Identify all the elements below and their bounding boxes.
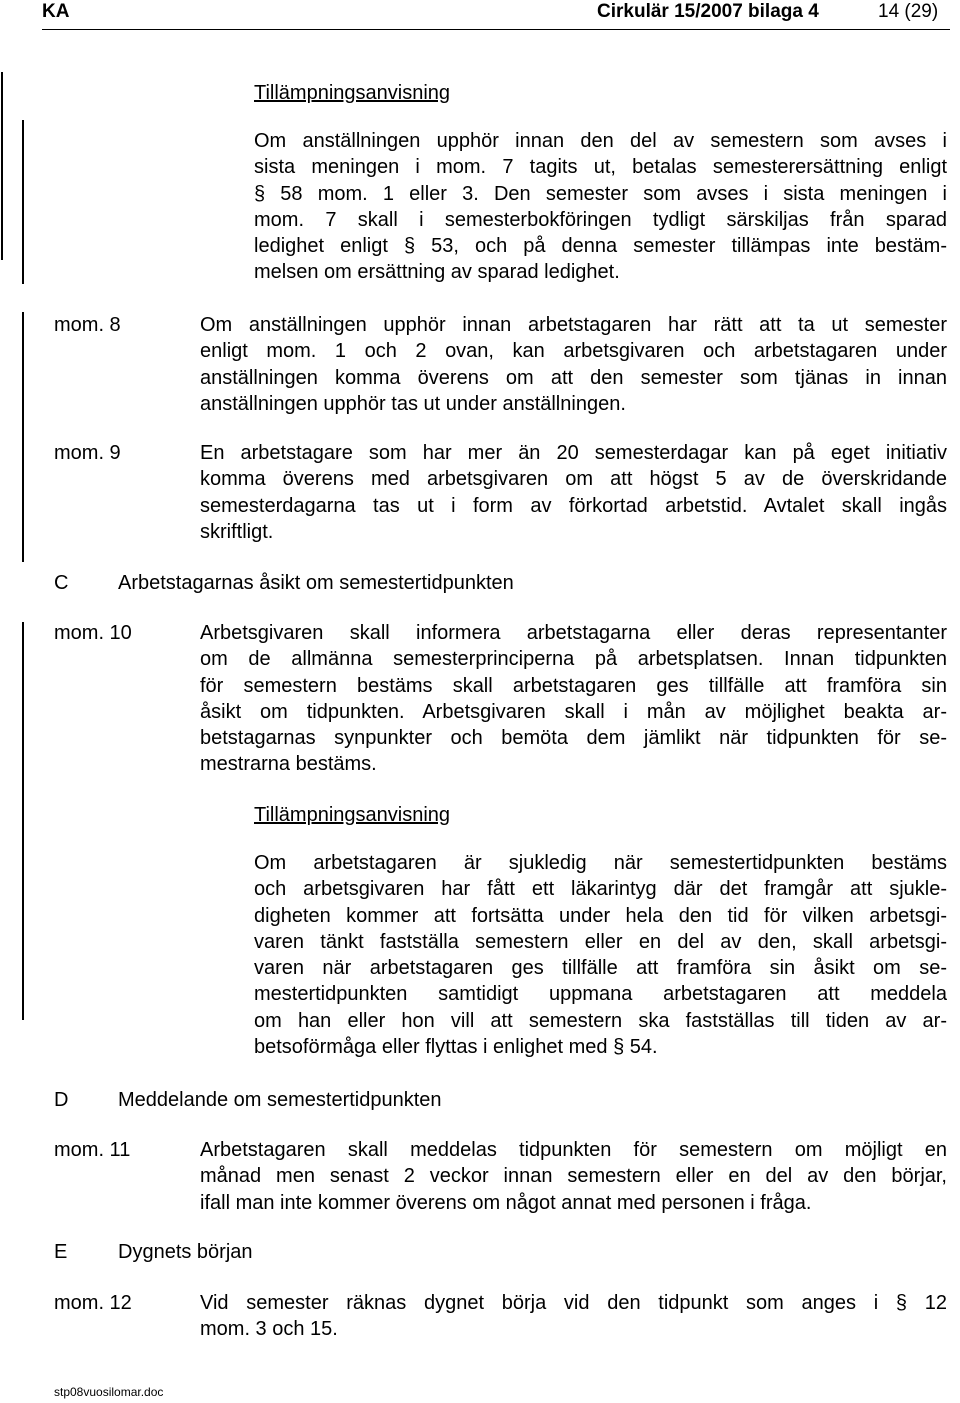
header-rule (42, 29, 950, 30)
text-line: anställningen upphör tas ut under anställningen. (200, 392, 626, 415)
text-line: Om anställningen upphör innan den del av semestern som avses i (254, 130, 947, 152)
text-line: enligt mom. 1 och 2 ovan, kan arbetsgivaren och arbetstagaren under (200, 340, 947, 363)
text-line: Vid semester räknas dygnet börja vid den tidpunkt som anges i § 12 (200, 1292, 947, 1314)
section-c-title: Arbetstagarnas åsikt om semestertidpunkten (118, 572, 514, 594)
text-line: för semestern bestäms skall arbetstagaren ges tillfälle att framföra sin (200, 674, 947, 697)
text-line: ifall man inte kommer överens om något annat med personen i fråga. (200, 1191, 812, 1214)
change-bar (22, 622, 24, 1020)
change-bar (22, 120, 24, 284)
mom-8-label: mom. 8 (54, 314, 121, 336)
header-page-number: 14 (29) (878, 1, 939, 22)
text-line: mestrarna bestäms. (200, 753, 377, 776)
text-line: betstagarnas synpunkter och bemöta dem jämlikt när tidpunkten för se- (200, 727, 947, 750)
text-line: varen när arbetstagaren ges tillfälle att framföra sin åsikt om se- (254, 957, 947, 980)
text-line: ledighet enligt § 53, och på denna semester tillämpas inte bestäm- (254, 235, 947, 258)
text-line: mestertidpunkten samtidigt uppmana arbetstagaren att meddela (254, 983, 947, 1006)
mom-10-label: mom. 10 (54, 622, 132, 644)
text-line: månad men senast 2 veckor innan semestern eller en del av den börjar, (200, 1165, 947, 1188)
tillampningsanvisning-text (254, 128, 947, 286)
mom-12-label: mom. 12 (54, 1292, 132, 1314)
section-e-title: Dygnets början (118, 1241, 253, 1263)
change-bar (22, 312, 24, 562)
section-d-letter: D (54, 1089, 69, 1111)
text-line: mom. 3 och 15. (200, 1318, 338, 1341)
mom-8-text (200, 312, 947, 417)
mom-9-label: mom. 9 (54, 442, 121, 464)
text-line: och arbetsgivaren har fått ett läkarintyg där det framgår att sjukle- (254, 878, 947, 901)
tillampningsanvisning-text (254, 850, 947, 1060)
section-e-letter: E (54, 1241, 68, 1263)
text-line: om de allmänna semesterprinciperna på arbetsplatsen. Innan tidpunkten (200, 648, 947, 671)
tillampningsanvisning-heading: Tillämpningsanvisning (254, 804, 451, 826)
mom-11-text (200, 1137, 947, 1216)
text-line: skriftligt. (200, 520, 274, 543)
text-line: § 58 mom. 1 eller 3. Den semester som avses i sista meningen i (254, 182, 947, 205)
text-line: Om anställningen upphör innan arbetstagaren har rätt att ta ut semester (200, 314, 947, 336)
header-title: Cirkulär 15/2007 bilaga 4 (597, 1, 819, 22)
text-line: mom. 7 skall i semesterbokföringen tydligt särskiljas från sparad (254, 208, 947, 231)
mom-9-text (200, 440, 947, 545)
mom-10-text (200, 620, 947, 778)
text-line: om han eller hon vill att semestern ska fastställas till tiden av ar- (254, 1009, 947, 1032)
mom-12-text (200, 1290, 947, 1343)
text-line: Arbetsgivaren skall informera arbetstagarna eller deras representanter (200, 622, 947, 644)
footer-filename: stp08vuosilomar.doc (54, 1385, 164, 1399)
text-line: melsen om ersättning av sparad ledighet. (254, 261, 620, 284)
text-line: åsikt om tidpunkten. Arbetsgivaren skall i mån av möjlighet beakta ar- (200, 700, 947, 723)
change-bar (1, 72, 3, 260)
text-line: Om arbetstagaren är sjukledig när semestertidpunkten bestäms (254, 852, 947, 874)
text-line: sista meningen i mom. 7 tagits ut, betalas semesterersättning enligt (254, 156, 947, 179)
text-line: betsoförmåga eller flyttas i enlighet med § 54. (254, 1036, 658, 1059)
text-line: En arbetstagare som har mer än 20 semesterdagar kan på eget initiativ (200, 442, 947, 464)
mom-11-label: mom. 11 (54, 1139, 131, 1161)
text-line: semesterdagarna tas ut i form av förkortad arbetstid. Avtalet skall ingås (200, 494, 947, 517)
text-line: digheten kommer att fortsätta under hela den tid för vilken arbetsgi- (254, 904, 947, 927)
tillampningsanvisning-heading: Tillämpningsanvisning (254, 82, 451, 104)
text-line: komma överens med arbetsgivaren om att högst 5 av de överskridande (200, 468, 947, 491)
section-c-letter: C (54, 572, 69, 594)
text-line: Arbetstagaren skall meddelas tidpunkten för semestern om möjligt en (200, 1139, 947, 1161)
header-left: KA (42, 1, 70, 22)
section-d-title: Meddelande om semestertidpunkten (118, 1089, 442, 1111)
text-line: varen tänkt fastställa semestern eller en del av den, skall arbetsgi- (254, 930, 947, 953)
text-line: anställningen komma överens om att den semester som tjänas in innan (200, 366, 947, 389)
